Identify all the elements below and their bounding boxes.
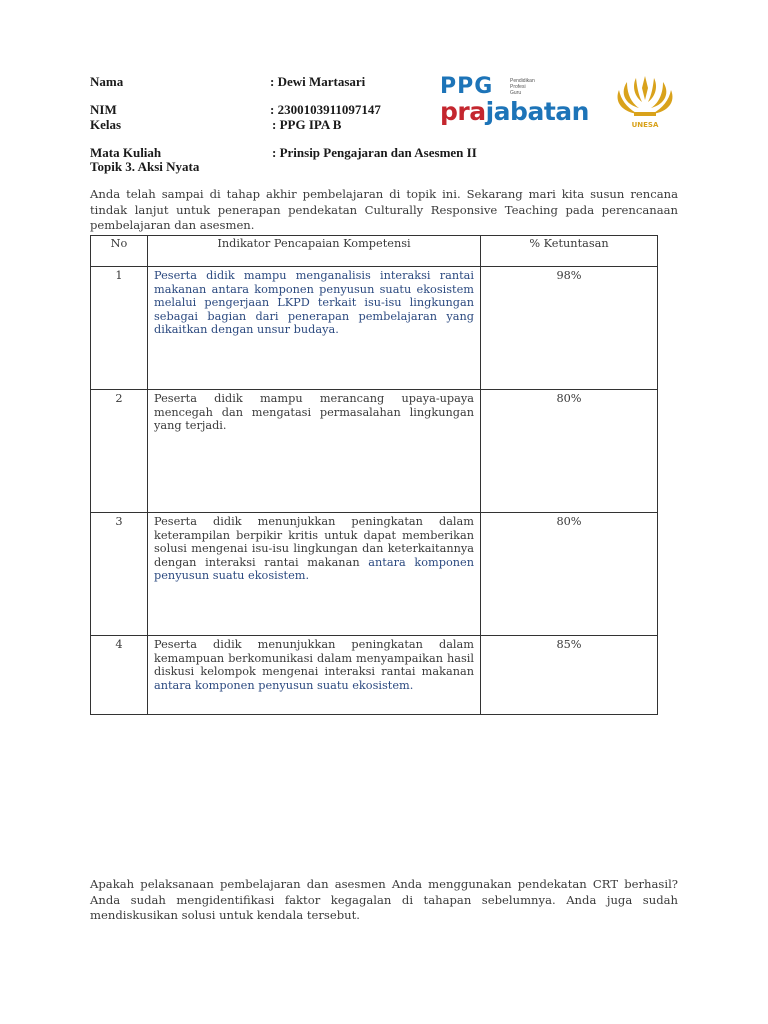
ppg-logo-bottom: prajabatan — [440, 97, 589, 126]
unesa-seal-icon — [612, 72, 678, 132]
col-header-ketuntasan: % Ketuntasan — [481, 236, 658, 267]
nama-value: : Dewi Martasari — [270, 74, 366, 89]
nama-label: Nama — [90, 74, 124, 89]
table-row — [91, 636, 658, 715]
row-indikator: Peserta didik menunjukkan peningkatan dalam keterampilan berpikir kritis untuk dapat memberikan solusi mengenai isu-isu lingkungan dan keterkaitannya dengan interaksi rantai makanan antara komponen penyusun suatu ekosistem. — [148, 513, 481, 636]
kelas-label: Kelas — [90, 117, 122, 132]
ppg-prajabatan-logo — [440, 74, 600, 130]
ppg-logo-top: PPG — [440, 74, 494, 99]
mata-kuliah-value: : Prinsip Pengajaran dan Asesmen II — [272, 145, 477, 160]
row-indikator: Peserta didik menunjukkan peningkatan dalam kemampuan berkomunikasi dalam menyampaikan hasil diskusi kelompok mengenai interaksi rantai makanan antara komponen penyusun suatu ekosistem. — [148, 636, 481, 715]
nim-value: : 2300103911097147 — [270, 102, 381, 117]
row-ketuntasan: 80% — [481, 390, 658, 513]
row-no: 2 — [91, 390, 148, 513]
row-ketuntasan: 80% — [481, 513, 658, 636]
ppg-logo-subtitle: Pendidikan Profesi Guru — [510, 78, 535, 96]
row-ketuntasan: 85% — [481, 636, 658, 715]
intro-paragraph: Anda telah sampai di tahap akhir pembelajaran di topik ini. Sekarang mari kita susun rencana tindak lanjut untuk penerapan pendekatan Culturally Responsive Teaching pada perencanaan pembelajaran dan asesmen. — [90, 187, 678, 232]
nim-label: NIM — [90, 102, 117, 117]
table-row — [91, 390, 658, 513]
col-header-indikator: Indikator Pencapaian Kompetensi — [148, 236, 481, 267]
table-row — [91, 513, 658, 636]
table-row — [91, 267, 658, 390]
competency-table — [90, 235, 658, 715]
row-indikator: Peserta didik mampu menganalisis interaksi rantai makanan antara komponen penyusun suatu ekosistem melalui pengerjaan LKPD terkait isu-isu lingkungan sebagai bagian dari penerapan pembelajaran yang dikaitkan dengan unsur budaya. — [148, 267, 481, 390]
table-header-row — [91, 236, 658, 267]
kelas-value: : PPG IPA B — [272, 117, 342, 132]
closing-paragraph: Apakah pelaksanaan pembelajaran dan asesmen Anda menggunakan pendekatan CRT berhasil? Anda sudah mengidentifikasi faktor kegagalan di tahapan sebelumnya. Anda juga sudah mendiskusikan solusi untuk kendala tersebut. — [90, 877, 678, 922]
row-ketuntasan: 98% — [481, 267, 658, 390]
mata-kuliah-label: Mata Kuliah — [90, 145, 162, 160]
row-indikator: Peserta didik mampu merancang upaya-upaya mencegah dan mengatasi permasalahan lingkungan yang terjadi. — [148, 390, 481, 513]
topik-title: Topik 3. Aksi Nyata — [90, 159, 200, 174]
col-header-no: No — [91, 236, 148, 267]
row-no: 3 — [91, 513, 148, 636]
unesa-seal-text: UNESA — [631, 121, 659, 129]
row-no: 1 — [91, 267, 148, 390]
row-no: 4 — [91, 636, 148, 715]
